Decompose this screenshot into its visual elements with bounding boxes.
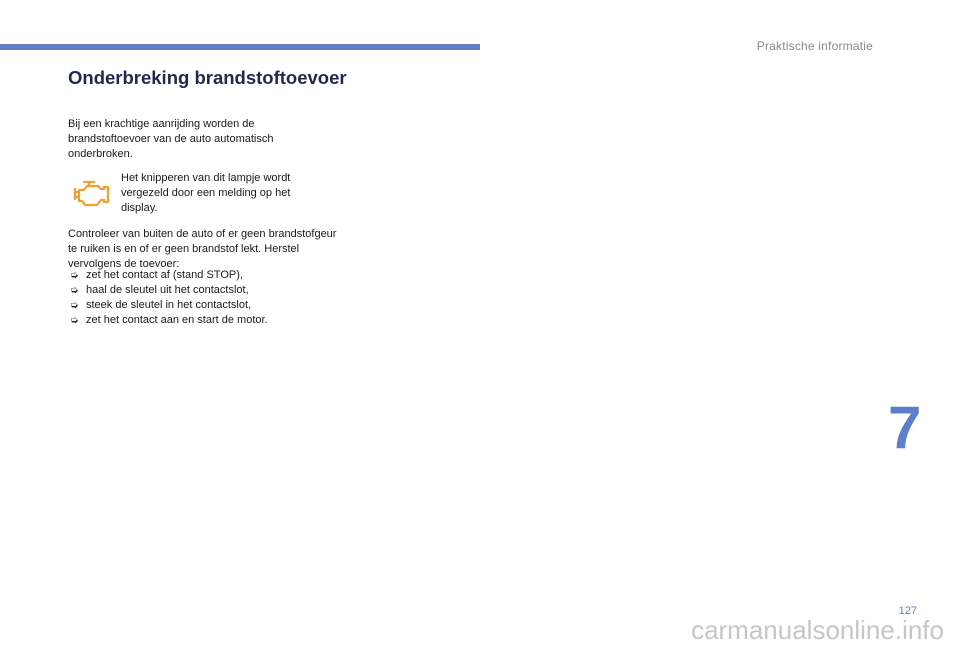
list-item (68, 313, 338, 328)
step-text: zet het contact af (stand STOP), (86, 269, 243, 281)
section-label: Praktische informatie (756, 39, 873, 53)
intro-paragraph: Bij een krachtige aanrijding worden de brandstoftoevoer van de auto automatisch onderbroken. (68, 118, 274, 160)
step-text: haal de sleutel uit het contactslot, (86, 284, 249, 296)
arrow-bullet-icon: ➭ (70, 315, 79, 326)
arrow-bullet-icon: ➭ (70, 285, 79, 296)
chapter-number: 7 (888, 394, 922, 461)
warning-lamp-text: Het knipperen van dit lampje wordt vergezeld door een melding op het display. (121, 172, 291, 214)
page-number: 127 (898, 605, 917, 617)
list-item (68, 283, 338, 298)
header-accent-bar (0, 44, 480, 50)
list-item (68, 298, 338, 313)
engine-warning-icon (72, 180, 112, 210)
arrow-bullet-icon: ➭ (70, 300, 79, 311)
step-text: steek de sleutel in het contactslot, (86, 299, 252, 311)
watermark: carmanualsonline.info (691, 615, 944, 645)
check-paragraph: Controleer van buiten de auto of er geen brandstofgeur te ruiken is en of er geen brandstof lekt. Herstel vervolgens de toevoer: (68, 228, 337, 270)
reset-steps-list (68, 268, 338, 328)
arrow-bullet-icon: ➭ (70, 270, 79, 281)
step-text: zet het contact aan en start de motor. (86, 314, 268, 326)
page-title: Onderbreking brandstoftoevoer (68, 67, 347, 88)
list-item (68, 268, 338, 283)
